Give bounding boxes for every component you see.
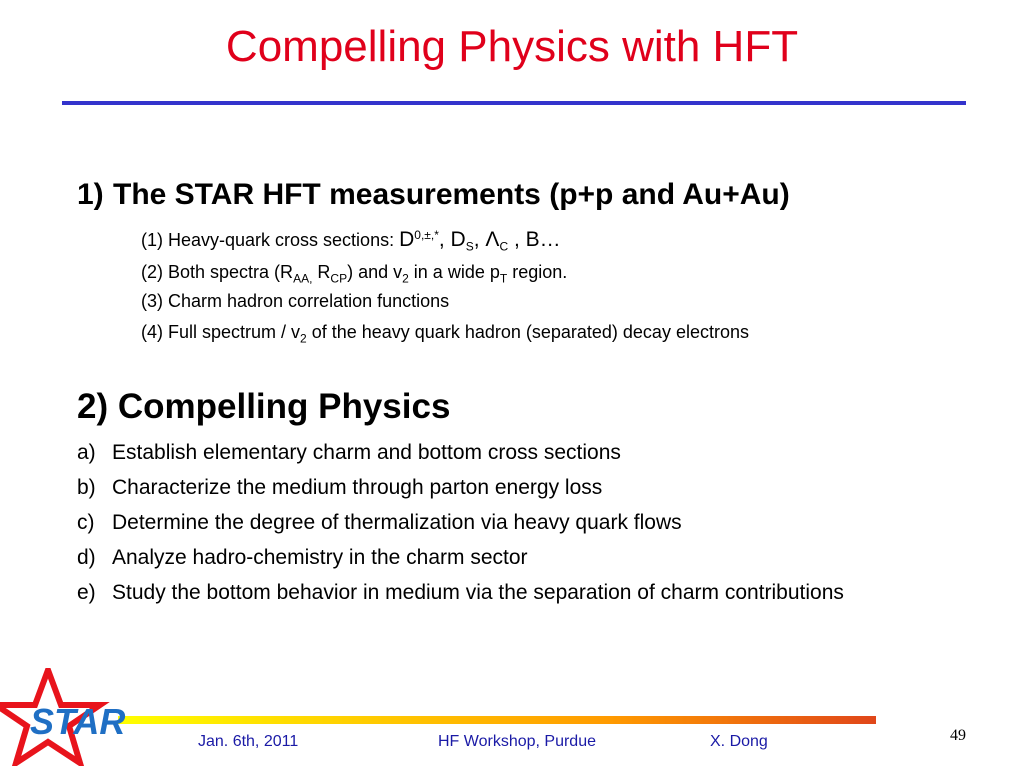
section1-item-4: (4) Full spectrum / $v_2$ of the heavy quark hadron (separated) decay electrons (141, 322, 749, 346)
section1-item-2: (2) Both spectra ($R_{AA,}$ $R_{CP}$) and $v_2$ in a wide $p_T$ region. (141, 262, 568, 286)
page-number: 49 (950, 727, 966, 744)
lambda-symbol: Λ (485, 228, 500, 251)
section1-heading (77, 178, 790, 212)
list-item: e) Study the bottom behavior in medium via the separation of charm contributions (77, 581, 844, 604)
footer-gradient-bar (118, 716, 876, 724)
title-divider (62, 101, 966, 105)
list-item: a) Establish elementary charm and bottom cross sections (77, 441, 621, 464)
section1-number: 1) (77, 178, 104, 211)
list-item: b) Characterize the medium through parton energy loss (77, 476, 603, 499)
footer-event: HF Workshop, Purdue (438, 733, 596, 750)
section2-heading: 2) Compelling Physics (77, 387, 451, 426)
slide-title: Compelling Physics with HFT (225, 22, 799, 71)
section1-heading-text: The STAR HFT measurements (p+p and Au+Au) (113, 178, 790, 211)
star-logo (0, 668, 134, 766)
section1-item-1: (1) Heavy-quark cross sections: $D^{0,\pm,*}$, $D_S$, $\Lambda_C$ , B… (141, 228, 561, 254)
list-item: c) Determine the degree of thermalization via heavy quark flows (77, 511, 682, 534)
section1-item-3: (3) Charm hadron correlation functions (141, 291, 450, 311)
footer-date: Jan. 6th, 2011 (198, 733, 299, 750)
footer-author: X. Dong (710, 733, 768, 750)
star-logo-text: STAR (30, 701, 126, 742)
list-item: d) Analyze hadro-chemistry in the charm sector (77, 546, 528, 569)
